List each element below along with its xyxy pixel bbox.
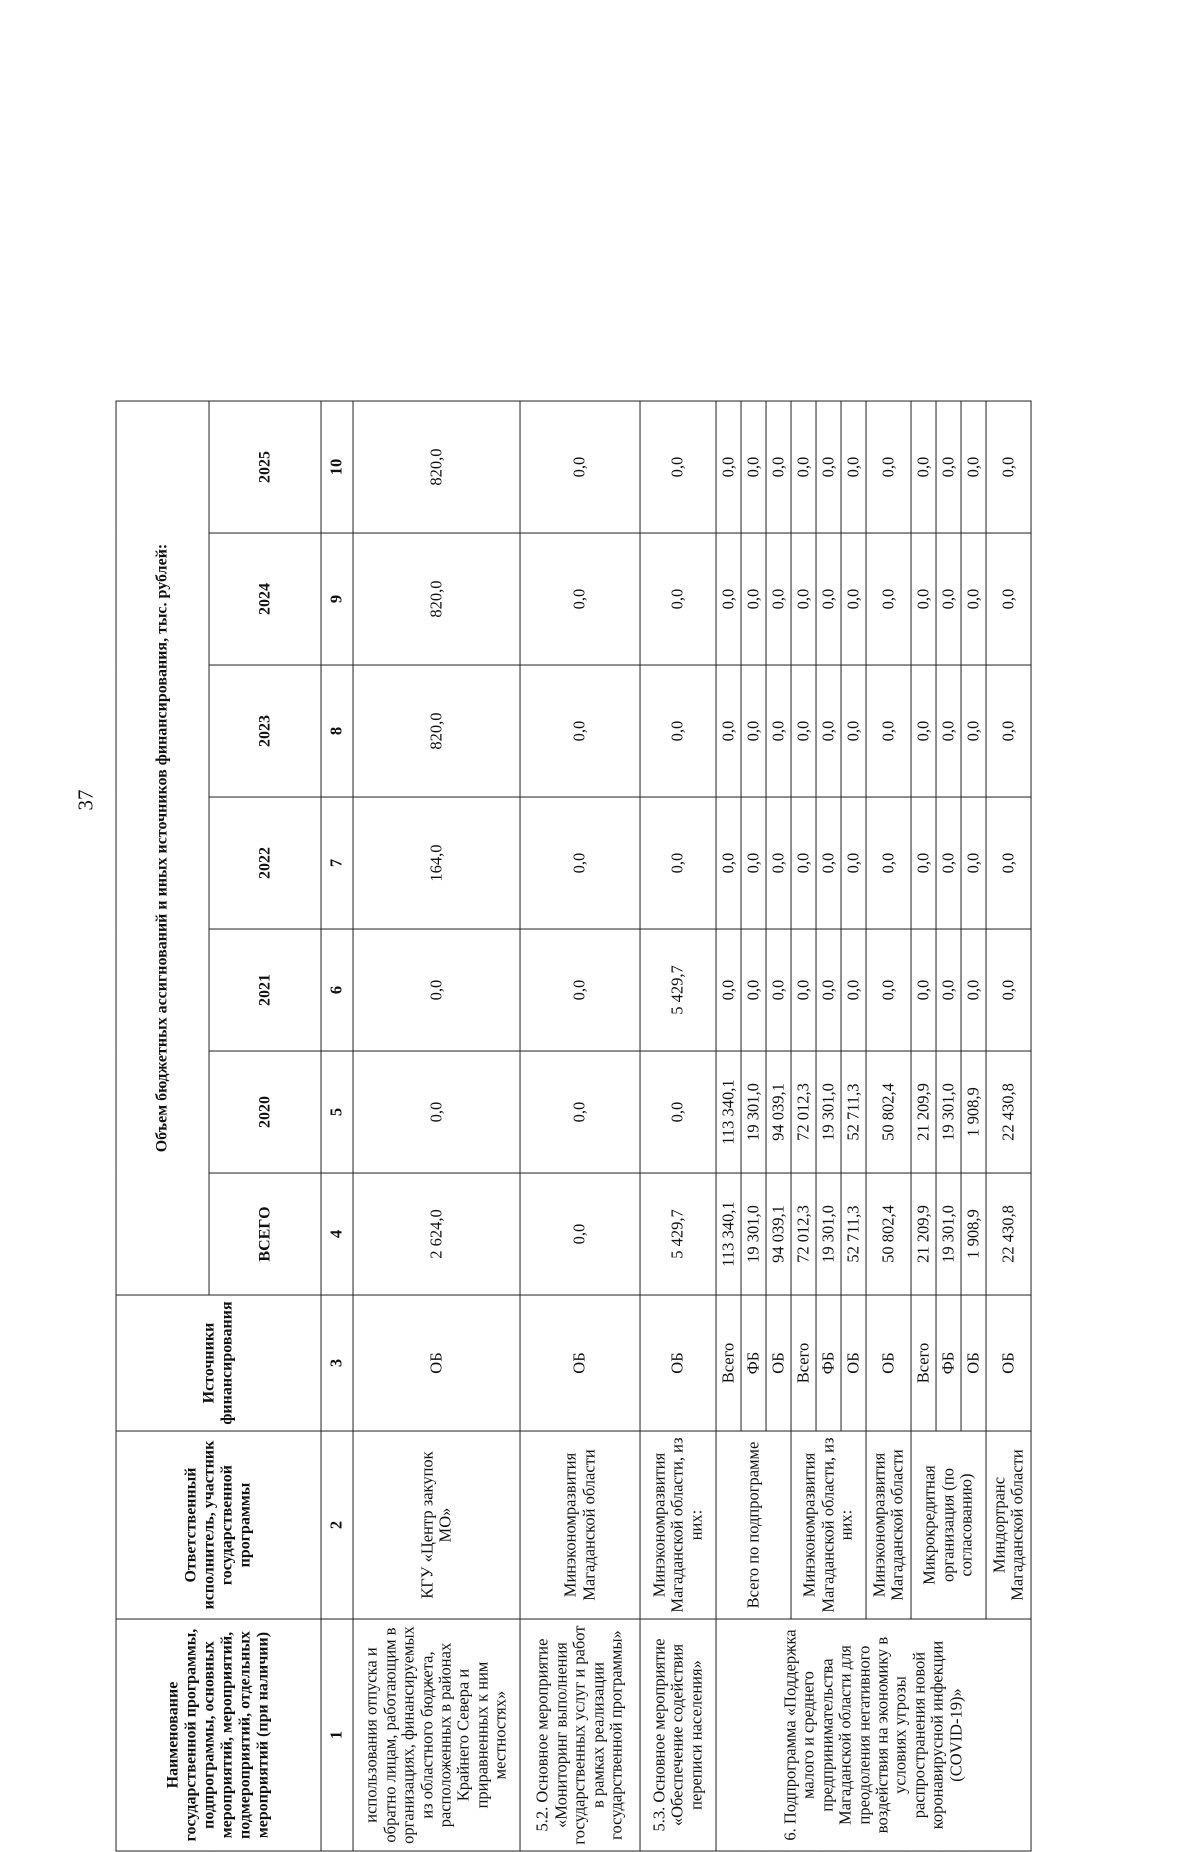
line-value: 0,0 [816, 797, 841, 929]
line-value: 0,0 [866, 665, 911, 797]
line-value: 0,0 [866, 533, 911, 665]
line-value: 72 012,3 [791, 1051, 816, 1173]
header-funding: Объем бюджетных ассигнований и иных источников финансирования, тыс. рублей: [116, 401, 209, 1295]
line-value: 0,0 [816, 401, 841, 533]
row-value: 5 429,7 [640, 929, 716, 1051]
line-value: 22 430,8 [986, 1173, 1031, 1295]
column-number: 7 [321, 797, 353, 929]
row-value: 0,0 [640, 401, 716, 533]
line-value: 0,0 [841, 797, 866, 929]
line-value: 0,0 [816, 533, 841, 665]
row-value: 820,0 [353, 533, 520, 665]
group-executor: Минэкономразвития Магаданской области [866, 1431, 911, 1619]
group-executor: Всего по подпрограмме [716, 1431, 791, 1619]
row-executor: Минэкономразвития Магаданской области [520, 1431, 640, 1619]
header-year: 2025 [209, 401, 321, 533]
line-value: 0,0 [716, 665, 741, 797]
line-value: 0,0 [936, 665, 961, 797]
line-value: 0,0 [716, 533, 741, 665]
line-value: 0,0 [961, 401, 986, 533]
row-name: 5.2. Основное мероприятие «Мониторинг выполнения государственных услуг и работ в рамках реализации государственной программы» [520, 1619, 640, 1851]
line-value: 0,0 [791, 665, 816, 797]
line-value: 0,0 [716, 797, 741, 929]
line-value: 0,0 [866, 797, 911, 929]
header-source: Источники финансирования [116, 1295, 321, 1431]
line-value: 22 430,8 [986, 1051, 1031, 1173]
line-value: 0,0 [791, 401, 816, 533]
line-value: 50 802,4 [866, 1173, 911, 1295]
line-value: 0,0 [716, 401, 741, 533]
line-value: 0,0 [936, 929, 961, 1051]
column-number: 1 [321, 1619, 353, 1851]
line-source: Всего [716, 1295, 741, 1431]
row-value: 0,0 [520, 533, 640, 665]
line-value: 1 908,9 [961, 1051, 986, 1173]
line-value: 0,0 [866, 929, 911, 1051]
row-value: 0,0 [520, 665, 640, 797]
line-value: 0,0 [961, 665, 986, 797]
line-value: 21 209,9 [911, 1051, 936, 1173]
line-value: 0,0 [841, 401, 866, 533]
line-value: 0,0 [766, 533, 791, 665]
line-value: 0,0 [841, 533, 866, 665]
row-value: 0,0 [640, 665, 716, 797]
row-value: 0,0 [520, 1173, 640, 1295]
line-value: 0,0 [936, 401, 961, 533]
row-value: 0,0 [520, 401, 640, 533]
line-value: 0,0 [766, 929, 791, 1051]
line-value: 1 908,9 [961, 1173, 986, 1295]
row-source: ОБ [353, 1295, 520, 1431]
row-name: использования отпуска и обратно лицам, работающим в организациях, финансируемых из областного бюджета, расположенных в районах Крайнего Севера и приравненных к ним местностях» [353, 1619, 520, 1851]
line-value: 0,0 [791, 929, 816, 1051]
line-value: 50 802,4 [866, 1051, 911, 1173]
line-value: 0,0 [716, 929, 741, 1051]
column-number: 4 [321, 1173, 353, 1295]
row-value: 0,0 [520, 1051, 640, 1173]
line-value: 113 340,1 [716, 1051, 741, 1173]
line-source: ФБ [741, 1295, 766, 1431]
line-value: 0,0 [766, 401, 791, 533]
group-executor: Минэкономразвития Магаданской области, из них: [791, 1431, 866, 1619]
line-value: 0,0 [986, 929, 1031, 1051]
line-value: 0,0 [741, 533, 766, 665]
row-value: 5 429,7 [640, 1173, 716, 1295]
line-source: Всего [911, 1295, 936, 1431]
line-value: 0,0 [841, 665, 866, 797]
page-number: 37 [73, 789, 98, 811]
header-row-1 [116, 401, 209, 1851]
line-value: 0,0 [936, 797, 961, 929]
line-value: 0,0 [911, 929, 936, 1051]
row-source: ОБ [640, 1295, 716, 1431]
header-executor: Ответственный исполнитель, участник государственной программы [116, 1431, 321, 1619]
line-value: 0,0 [986, 533, 1031, 665]
row-value: 820,0 [353, 401, 520, 533]
table-row [520, 401, 640, 1851]
line-value: 0,0 [741, 401, 766, 533]
header-year: 2022 [209, 797, 321, 929]
line-value: 113 340,1 [716, 1173, 741, 1295]
column-number: 9 [321, 533, 353, 665]
line-value: 19 301,0 [936, 1173, 961, 1295]
line-value: 94 039,1 [766, 1173, 791, 1295]
line-value: 0,0 [986, 797, 1031, 929]
line-source: ОБ [766, 1295, 791, 1431]
row-value: 0,0 [520, 797, 640, 929]
line-value: 94 039,1 [766, 1051, 791, 1173]
column-number: 3 [321, 1295, 353, 1431]
line-value: 0,0 [766, 797, 791, 929]
line-source: ФБ [816, 1295, 841, 1431]
line-value: 19 301,0 [936, 1051, 961, 1173]
column-number: 8 [321, 665, 353, 797]
row-value: 0,0 [640, 797, 716, 929]
line-value: 0,0 [816, 665, 841, 797]
line-value: 21 209,9 [911, 1173, 936, 1295]
table-row [640, 401, 716, 1851]
header-year: 2023 [209, 665, 321, 797]
row-value: 0,0 [353, 1051, 520, 1173]
line-value: 0,0 [911, 533, 936, 665]
row-executor: Минэкономразвития Магаданской области, из них: [640, 1431, 716, 1619]
line-value: 0,0 [741, 797, 766, 929]
row-value: 0,0 [520, 929, 640, 1051]
line-source: ОБ [986, 1295, 1031, 1431]
row-value: 2 624,0 [353, 1173, 520, 1295]
line-value: 19 301,0 [816, 1173, 841, 1295]
row-value: 820,0 [353, 665, 520, 797]
line-value: 0,0 [911, 401, 936, 533]
line-value: 0,0 [961, 533, 986, 665]
line-value: 0,0 [936, 533, 961, 665]
line-value: 0,0 [841, 929, 866, 1051]
header-year: 2020 [209, 1051, 321, 1173]
line-value: 0,0 [741, 665, 766, 797]
line-value: 19 301,0 [741, 1051, 766, 1173]
header-year: 2024 [209, 533, 321, 665]
line-value: 52 711,3 [841, 1173, 866, 1295]
table-row [353, 401, 520, 1851]
line-source: ОБ [866, 1295, 911, 1431]
line-value: 0,0 [866, 401, 911, 533]
line-source: ОБ [841, 1295, 866, 1431]
header-name: Наименование государственной программы, подпрограммы, основных мероприятий, мероприятий, подмероприятий, отдельных мероприятий (при наличии) [116, 1619, 321, 1851]
line-value: 0,0 [791, 533, 816, 665]
line-value: 0,0 [986, 665, 1031, 797]
line-value: 19 301,0 [816, 1051, 841, 1173]
line-value: 0,0 [911, 797, 936, 929]
line-value: 0,0 [791, 797, 816, 929]
line-value: 0,0 [766, 665, 791, 797]
column-number: 10 [321, 401, 353, 533]
column-numbers-row [321, 401, 353, 1851]
group-executor: Микрокредитная организация (по согласованию) [911, 1431, 986, 1619]
column-number: 2 [321, 1431, 353, 1619]
row-source: ОБ [520, 1295, 640, 1431]
line-value: 0,0 [986, 401, 1031, 533]
line-source: ФБ [936, 1295, 961, 1431]
column-number: 5 [321, 1051, 353, 1173]
line-value: 52 711,3 [841, 1051, 866, 1173]
line-value: 0,0 [961, 797, 986, 929]
line-value: 0,0 [961, 929, 986, 1051]
row-value: 0,0 [640, 533, 716, 665]
line-value: 0,0 [741, 929, 766, 1051]
line-value: 19 301,0 [741, 1173, 766, 1295]
header-year: 2021 [209, 929, 321, 1051]
header-year: ВСЕГО [209, 1173, 321, 1295]
group-executor: Миндортранс Магаданской области [986, 1431, 1031, 1619]
line-value: 72 012,3 [791, 1173, 816, 1295]
row-name: 5.3. Основное мероприятие «Обеспечение содействия переписи населения» [640, 1619, 716, 1851]
line-value: 0,0 [816, 929, 841, 1051]
row-value: 0,0 [353, 929, 520, 1051]
subprogram-name: 6. Подпрограмма «Поддержка малого и среднего предпринимательства Магаданской области для преодоления негативного воздействия на экономику в условиях угрозы распространения новой коронавирусной инфекции (COVID-19)» [716, 1619, 1031, 1851]
line-source: Всего [791, 1295, 816, 1431]
funding-table [116, 400, 1032, 1851]
row-value: 0,0 [640, 1051, 716, 1173]
table-row [716, 401, 741, 1851]
line-source: ОБ [961, 1295, 986, 1431]
row-value: 164,0 [353, 797, 520, 929]
line-value: 0,0 [911, 665, 936, 797]
row-executor: КГУ «Центр закупок МО» [353, 1431, 520, 1619]
column-number: 6 [321, 929, 353, 1051]
